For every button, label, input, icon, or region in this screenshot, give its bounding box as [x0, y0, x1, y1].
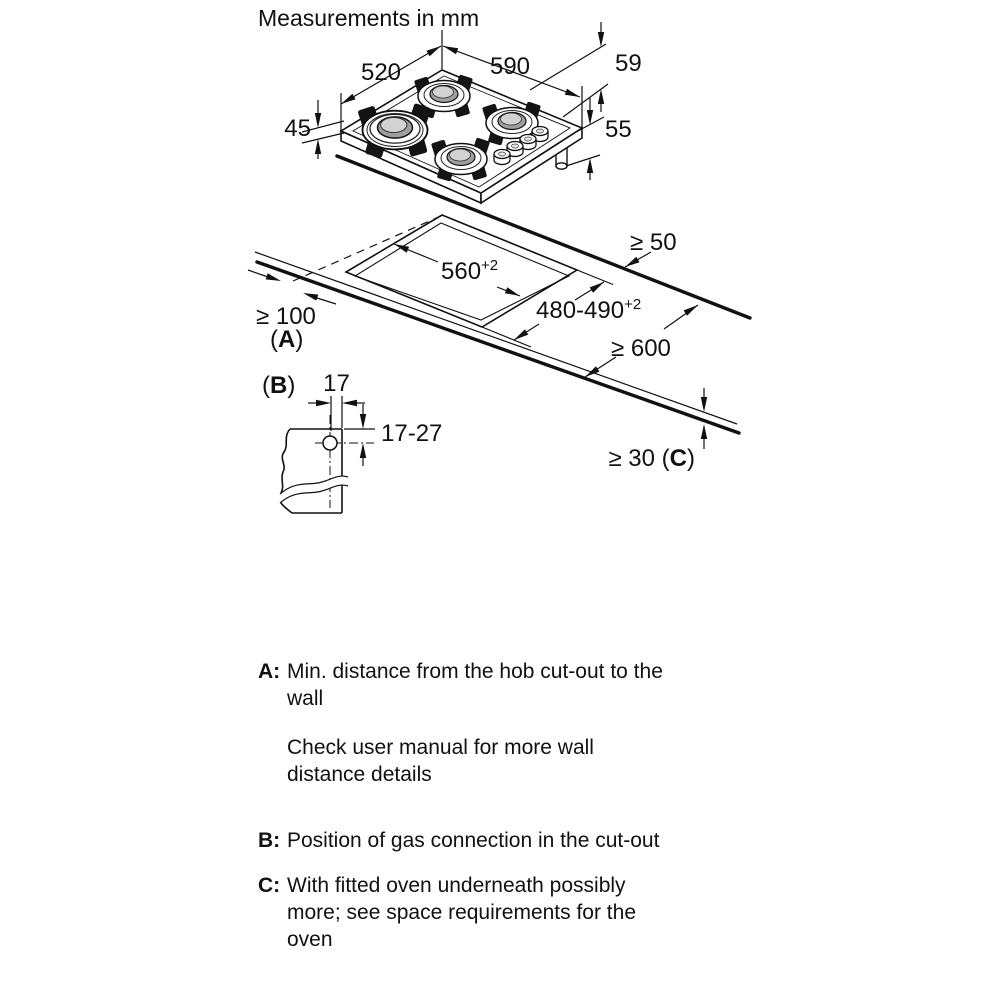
burner-left-wok [357, 103, 431, 158]
ref-label-a: (A) [270, 326, 304, 353]
dim-hob-depth: 520 [360, 59, 402, 86]
dim-cutout-width: $560^{+2}$ [441, 257, 499, 285]
dim-hob-height-below: 55 [605, 116, 632, 143]
note-a [258, 658, 728, 788]
worktop-cutout-view [248, 156, 750, 472]
note-b-text: Position of gas connection in the cut-out [287, 829, 660, 852]
note-a-text: Min. distance from the hob cut-out to the wall Check user manual for more wall distance details [287, 660, 663, 786]
diagram-title: Measurements in mm [258, 5, 480, 31]
gas-connection-detail [262, 370, 442, 513]
note-b-label: B: [258, 829, 281, 852]
dim-gas-edge-offset: 17 [323, 370, 350, 397]
dim-worktop-depth: ≥ 600 [611, 335, 671, 362]
note-a-label: A: [258, 660, 281, 683]
torn-edge [281, 429, 290, 493]
dim-hob-height-body: 45 [284, 115, 311, 142]
dim-rear-clearance: ≥ 50 [630, 229, 677, 256]
note-c [258, 872, 728, 953]
note-c-text: With fitted oven underneath possibly more; see space requirements for the oven [287, 874, 637, 951]
dim-cutout-depth: $480-490^{+2}$ [536, 296, 642, 324]
dim-wall-clearance: ≥ 100 [256, 303, 316, 330]
burner-front [431, 137, 490, 181]
gas-connection-hole [323, 436, 337, 450]
dim-hob-height-supports: 59 [615, 50, 642, 77]
note-b [258, 827, 728, 854]
note-c-label: C: [258, 874, 281, 897]
dim-gas-depth-range: 17-27 [381, 420, 443, 447]
hob-isometric-view [341, 70, 582, 203]
dim-worktop-thickness: ≥ 30 (C) [608, 445, 695, 472]
ref-label-b: (B) [262, 372, 296, 399]
dim-hob-width: 590 [489, 53, 531, 80]
